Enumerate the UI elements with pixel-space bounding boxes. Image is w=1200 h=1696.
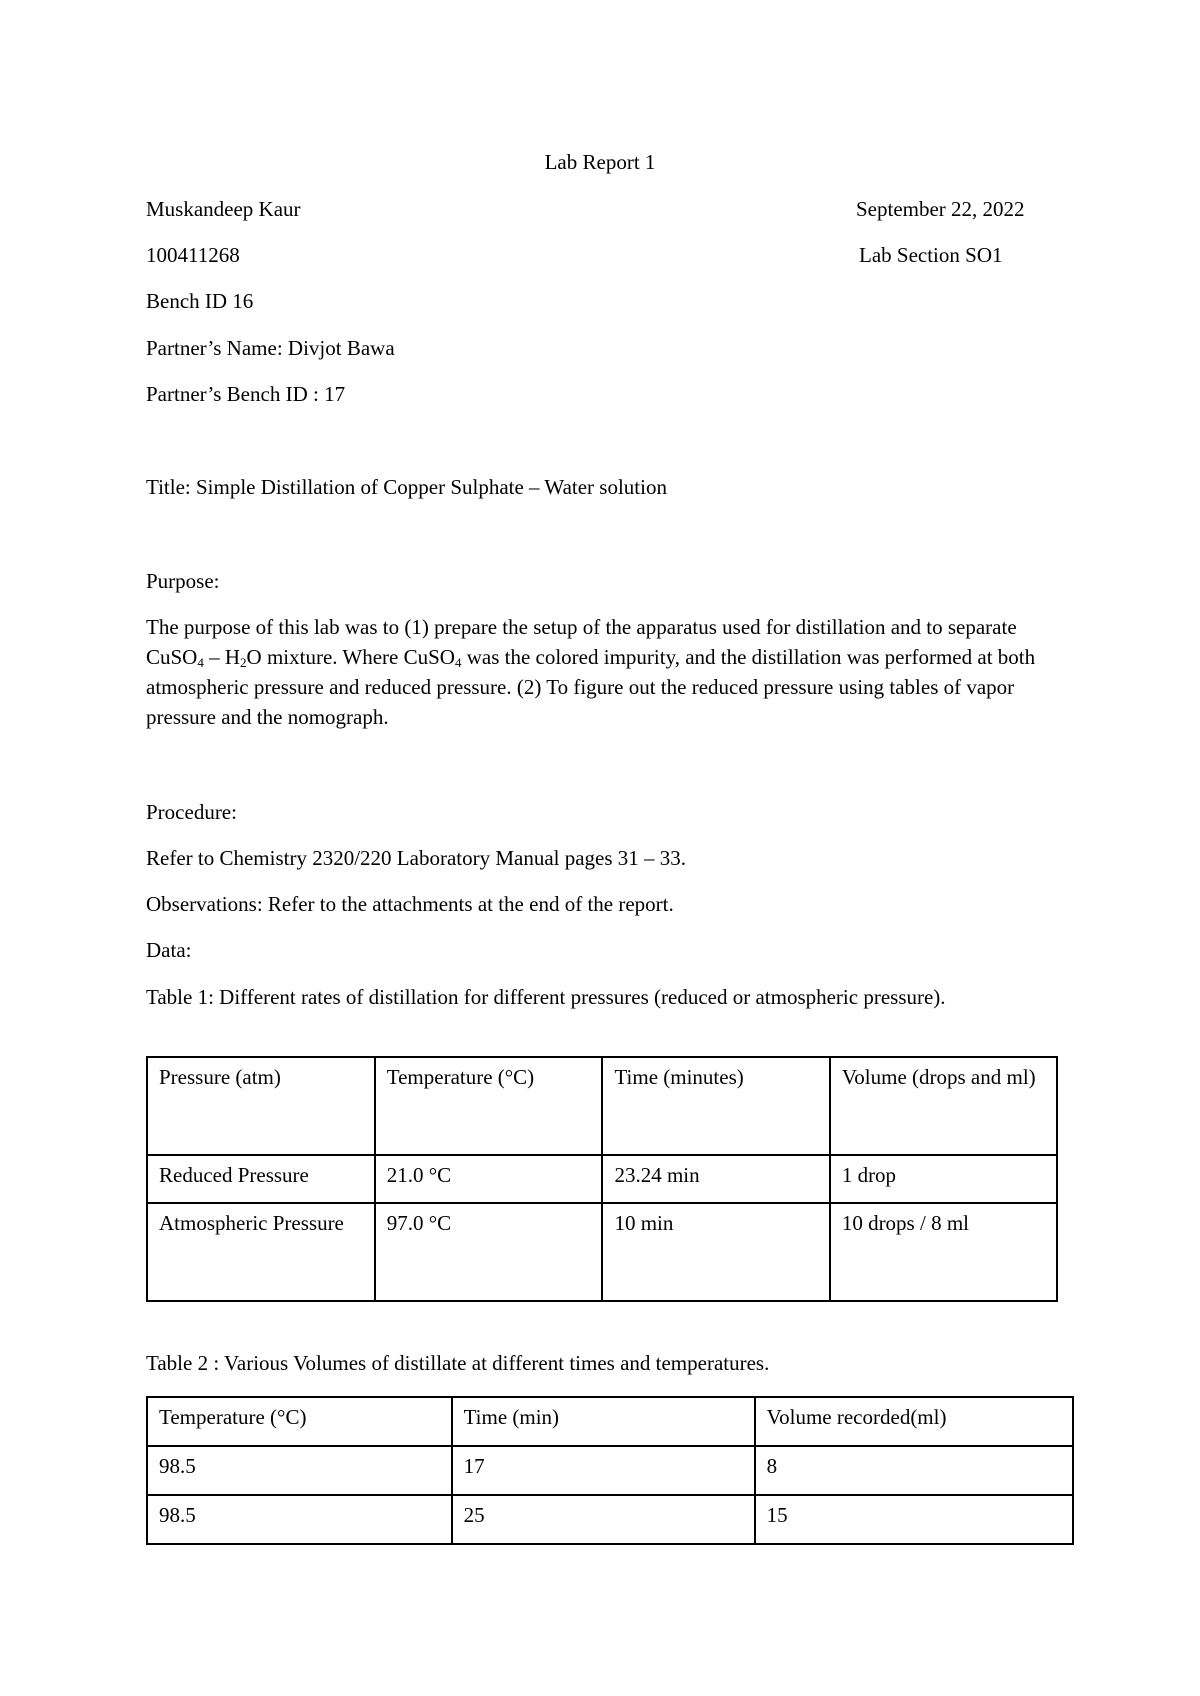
procedure-heading: Procedure: xyxy=(146,800,237,824)
table-1 xyxy=(146,1056,1058,1302)
observations-line: Observations: Refer to the attachments at the end of the report. xyxy=(146,892,674,916)
table-header-row xyxy=(147,1397,1073,1446)
data-heading: Data: xyxy=(146,938,192,962)
table-header-cell: Time (minutes) xyxy=(602,1057,829,1155)
partner-bench-id: Partner’s Bench ID : 17 xyxy=(146,382,346,406)
student-name: Muskandeep Kaur xyxy=(146,197,301,221)
purpose-text-4: was the colored impurity, and the distillation was performed at both atmospheric pressure and reduced pressure. (2) To figure out the reduced pressure using tables of vapor pressure and the nomograph. xyxy=(146,645,1036,729)
purpose-text-1: The purpose of this lab was to (1) prepare the setup of the apparatus used for distillation and to separate CuSO xyxy=(146,615,1017,669)
table-cell: 97.0 °C xyxy=(375,1203,603,1301)
table-cell: Atmospheric Pressure xyxy=(147,1203,375,1301)
table-cell: 98.5 xyxy=(147,1495,452,1544)
table-header-cell: Temperature (°C) xyxy=(147,1397,452,1446)
purpose-paragraph xyxy=(146,612,1066,732)
table-header-cell: Volume (drops and ml) xyxy=(830,1057,1057,1155)
table-header-row xyxy=(147,1057,1057,1155)
subscript-4: 4 xyxy=(197,655,204,670)
report-date: September 22, 2022 xyxy=(856,197,1025,221)
report-title: Lab Report 1 xyxy=(544,150,656,174)
procedure-reference: Refer to Chemistry 2320/220 Laboratory Manual pages 31 – 33. xyxy=(146,846,687,870)
experiment-title: Title: Simple Distillation of Copper Sulphate – Water solution xyxy=(146,475,667,499)
table-cell: 23.24 min xyxy=(602,1155,829,1203)
subscript-2: 2 xyxy=(240,655,247,670)
table-header-cell: Volume recorded(ml) xyxy=(755,1397,1073,1446)
table-cell: Reduced Pressure xyxy=(147,1155,375,1203)
table-row xyxy=(147,1495,1073,1544)
table-cell: 1 drop xyxy=(830,1155,1057,1203)
table-row xyxy=(147,1446,1073,1495)
table1-caption: Table 1: Different rates of distillation for different pressures (reduced or atmospheric pressure). xyxy=(146,985,946,1009)
lab-section: Lab Section SO1 xyxy=(859,243,1003,267)
table-row xyxy=(147,1203,1057,1301)
table-cell: 15 xyxy=(755,1495,1073,1544)
table-cell: 21.0 °C xyxy=(375,1155,603,1203)
table-cell: 25 xyxy=(452,1495,755,1544)
student-id: 100411268 xyxy=(146,243,240,267)
table2-caption: Table 2 : Various Volumes of distillate at different times and temperatures. xyxy=(146,1351,770,1375)
table-cell: 10 drops / 8 ml xyxy=(830,1203,1057,1301)
partner-name: Partner’s Name: Divjot Bawa xyxy=(146,336,395,360)
table-header-cell: Time (min) xyxy=(452,1397,755,1446)
table-row xyxy=(147,1155,1057,1203)
table-header-cell: Temperature (°C) xyxy=(375,1057,603,1155)
table-cell: 17 xyxy=(452,1446,755,1495)
purpose-heading: Purpose: xyxy=(146,569,220,593)
table-cell: 8 xyxy=(755,1446,1073,1495)
subscript-4b: 4 xyxy=(454,655,462,670)
purpose-text-3: O mixture. Where CuSO xyxy=(246,645,455,669)
table-header-cell: Pressure (atm) xyxy=(147,1057,375,1155)
table-2 xyxy=(146,1396,1074,1545)
table-cell: 10 min xyxy=(602,1203,829,1301)
bench-id: Bench ID 16 xyxy=(146,289,254,313)
purpose-text-2: – H xyxy=(203,645,241,669)
table-cell: 98.5 xyxy=(147,1446,452,1495)
